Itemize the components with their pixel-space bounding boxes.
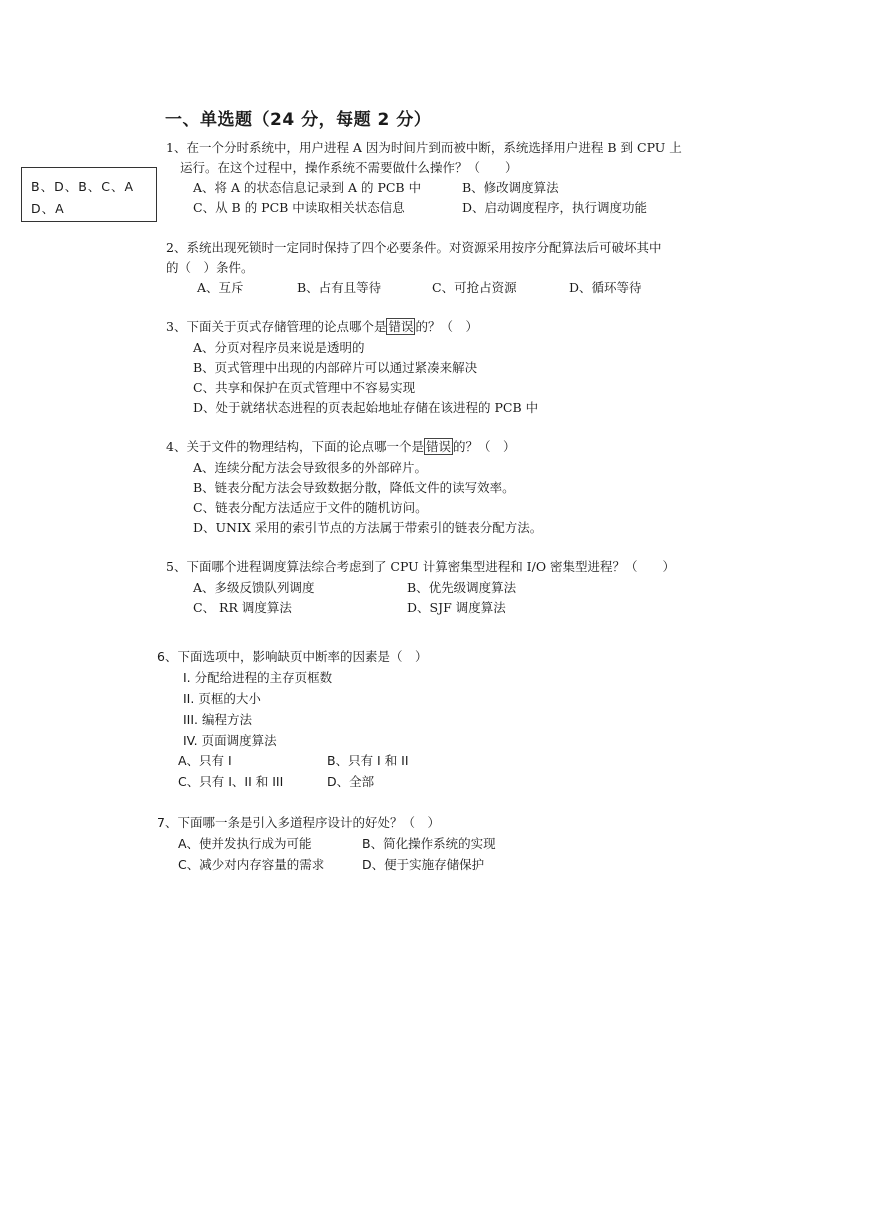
answer-box [21, 167, 157, 222]
q3-option-d: D、处于就绪状态进程的页表起始地址存储在该进程的 PCB 中 [193, 400, 539, 415]
q6-stem: 6、下面选项中，影响缺页中断率的因素是（ ） [157, 649, 428, 664]
q4-option-d: D、UNIX 采用的索引节点的方法属于带索引的链表分配方法。 [193, 520, 543, 535]
q1-line2: 运行。在这个过程中，操作系统不需要做什么操作？（ ） [180, 160, 518, 175]
q7-option-c: C、减少对内存容量的需求 [178, 857, 325, 872]
q2-option-a: A、互斥 [197, 280, 244, 295]
q3-option-b: B、页式管理中出现的内部碎片可以通过紧凑来解决 [193, 360, 478, 375]
q3-stem-boxed: 错误 [388, 319, 414, 334]
q4-stem-boxed: 错误 [425, 439, 451, 454]
q7-option-d: D、便于实施存储保护 [362, 857, 485, 872]
q1-option-c: C、从 B 的 PCB 中读取相关状态信息 [193, 200, 405, 215]
q6-option-a: A、只有 I [178, 753, 232, 768]
q4-stem [166, 437, 516, 457]
q1-option-d: D、启动调度程序，执行调度功能 [462, 200, 648, 215]
q7-option-a: A、使并发执行成为可能 [178, 836, 312, 851]
q6-item-1: I. 分配给进程的主存页框数 [183, 670, 333, 685]
q5-option-d: D、SJF 调度算法 [407, 600, 506, 615]
q5-stem: 5、下面哪个进程调度算法综合考虑到了 CPU 计算密集型进程和 I/O 密集型进程？（ ） [166, 559, 676, 574]
q2-line2: 的（ ）条件。 [166, 260, 254, 275]
q1-option-b: B、修改调度算法 [462, 180, 559, 195]
q3-option-c: C、共享和保护在页式管理中不容易实现 [193, 380, 416, 395]
q6-option-d: D、全部 [327, 774, 375, 789]
q2-option-d: D、循环等待 [569, 280, 642, 295]
q3-stem-post: 的？（ ） [415, 319, 478, 334]
q2-option-c: C、可抢占资源 [432, 280, 517, 295]
q1-option-a: A、将 A 的状态信息记录到 A 的 PCB 中 [193, 180, 422, 195]
answer-line-1: B、D、B、C、A [31, 179, 135, 194]
q2-option-b: B、占有且等待 [297, 280, 382, 295]
q3-stem [166, 317, 478, 337]
q3-stem-pre: 3、下面关于页式存储管理的论点哪个是 [166, 319, 387, 334]
q7-option-b: B、简化操作系统的实现 [362, 836, 496, 851]
q2-line1: 2、系统出现死锁时一定同时保持了四个必要条件。对资源采用按序分配算法后可破坏其中 [166, 240, 662, 255]
q6-item-4: IV. 页面调度算法 [183, 733, 277, 748]
section-title: 一、单选题（24 分，每题 2 分） [165, 110, 432, 130]
q4-stem-pre: 4、关于文件的物理结构，下面的论点哪一个是 [166, 439, 424, 454]
q6-item-3: III. 编程方法 [183, 712, 253, 727]
answer-line-2: D、A [31, 201, 65, 216]
q4-option-c: C、链表分配方法适应于文件的随机访问。 [193, 500, 428, 515]
q6-option-c: C、只有 I、II 和 III [178, 774, 284, 789]
q4-option-a: A、连续分配方法会导致很多的外部碎片。 [193, 460, 428, 475]
q4-stem-post: 的？（ ） [452, 439, 516, 454]
q7-stem: 7、下面哪一条是引入多道程序设计的好处？（ ） [157, 815, 440, 830]
q5-option-b: B、优先级调度算法 [407, 580, 517, 595]
q6-option-b: B、只有 I 和 II [327, 753, 409, 768]
q5-option-a: A、多级反馈队列调度 [193, 580, 315, 595]
q5-option-c: C、 RR 调度算法 [193, 600, 292, 615]
q6-item-2: II. 页框的大小 [183, 691, 261, 706]
q1-line1: 1、在一个分时系统中，用户进程 A 因为时间片到而被中断，系统选择用户进程 B 到 CPU 上 [166, 140, 682, 155]
q3-option-a: A、分页对程序员来说是透明的 [193, 340, 365, 355]
q4-option-b: B、链表分配方法会导致数据分散，降低文件的读写效率。 [193, 480, 515, 495]
